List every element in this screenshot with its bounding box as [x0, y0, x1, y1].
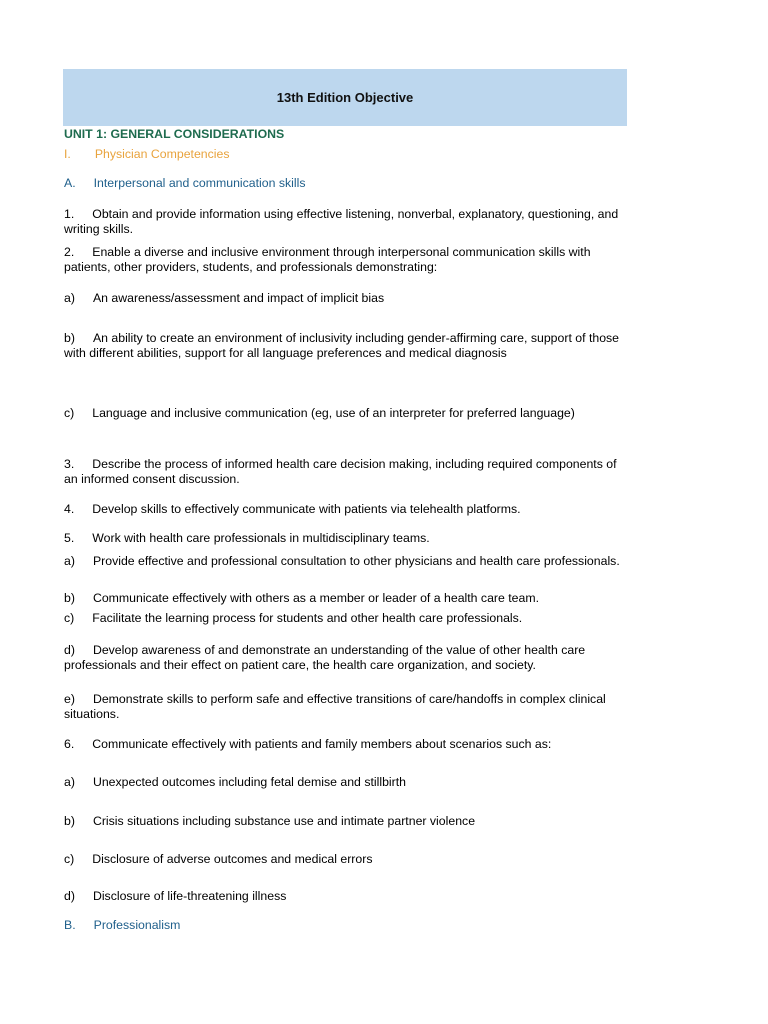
item-marker: a) [64, 291, 75, 305]
item-marker: 5. [64, 531, 75, 545]
section-heading-b [64, 918, 626, 933]
item-marker: c) [64, 611, 75, 625]
item-marker: 1. [64, 207, 75, 221]
item-marker: e) [64, 692, 75, 706]
section-marker: B. [64, 918, 76, 932]
list-item [64, 852, 626, 867]
item-marker: 2. [64, 245, 75, 259]
item-text: An ability to create an environment of inclusivity including gender-affirming care, support of those with different abilities, support for all language preferences and medical diagnosis [64, 331, 620, 360]
item-text: Demonstrate skills to perform safe and effective transitions of care/handoffs in complex clinical situations. [64, 692, 606, 721]
section-heading-i [64, 147, 626, 162]
item-text: Describe the process of informed health care decision making, including required components of an informed consent discussion. [64, 457, 617, 486]
list-item [64, 814, 626, 829]
item-text: Communicate effectively with others as a member or leader of a health care team. [92, 591, 540, 605]
item-marker: 4. [64, 502, 75, 516]
page-title: 13th Edition Objective [276, 90, 414, 105]
section-text: Physician Competencies [94, 147, 230, 161]
item-text: Disclosure of life-threatening illness [92, 889, 287, 903]
list-item [64, 775, 626, 790]
item-text: Communicate effectively with patients and family members about scenarios such as: [92, 737, 552, 751]
item-marker: b) [64, 591, 75, 605]
header-bar [63, 69, 627, 126]
section-text: Professionalism [93, 918, 181, 932]
item-text: Facilitate the learning process for students and other health care professionals. [92, 611, 523, 625]
list-item [64, 457, 626, 486]
item-text: An awareness/assessment and impact of implicit bias [92, 291, 385, 305]
item-marker: a) [64, 775, 75, 789]
item-marker: 3. [64, 457, 75, 471]
list-item [64, 591, 626, 606]
list-item [64, 692, 626, 721]
item-marker: 6. [64, 737, 75, 751]
section-marker: I. [64, 147, 71, 161]
item-text: Develop awareness of and demonstrate an understanding of the value of other health care professionals and their effect on patient care, the health care organization, and society. [64, 643, 586, 672]
list-item [64, 291, 626, 306]
item-text: Unexpected outcomes including fetal demise and stillbirth [92, 775, 406, 789]
section-text: Interpersonal and communication skills [93, 176, 306, 190]
item-text: Work with health care professionals in multidisciplinary teams. [92, 531, 430, 545]
item-text: Develop skills to effectively communicate with patients via telehealth platforms. [92, 502, 521, 516]
item-text: Language and inclusive communication (eg, use of an interpreter for preferred language) [92, 406, 575, 420]
list-item [64, 643, 626, 672]
item-marker: b) [64, 331, 75, 345]
item-text: Provide effective and professional consultation to other physicians and health care professionals. [92, 554, 620, 568]
item-marker: a) [64, 554, 75, 568]
unit-heading: UNIT 1: GENERAL CONSIDERATIONS [64, 127, 285, 141]
list-item [64, 554, 626, 569]
item-marker: d) [64, 643, 75, 657]
item-marker: c) [64, 406, 75, 420]
section-marker: A. [64, 176, 76, 190]
list-item [64, 889, 626, 904]
list-item [64, 245, 626, 274]
list-item [64, 331, 626, 360]
item-marker: c) [64, 852, 75, 866]
list-item [64, 531, 626, 546]
item-text: Obtain and provide information using effective listening, nonverbal, explanatory, questioning, and writing skills. [64, 207, 619, 236]
list-item [64, 406, 626, 421]
item-text: Enable a diverse and inclusive environment through interpersonal communication skills with patients, other providers, students, and professionals demonstrating: [64, 245, 591, 274]
item-marker: d) [64, 889, 75, 903]
list-item [64, 737, 626, 752]
section-heading-a [64, 176, 626, 191]
item-text: Crisis situations including substance use and intimate partner violence [92, 814, 476, 828]
list-item [64, 611, 626, 626]
item-text: Disclosure of adverse outcomes and medical errors [92, 852, 373, 866]
list-item [64, 502, 626, 517]
item-marker: b) [64, 814, 75, 828]
list-item [64, 207, 626, 236]
